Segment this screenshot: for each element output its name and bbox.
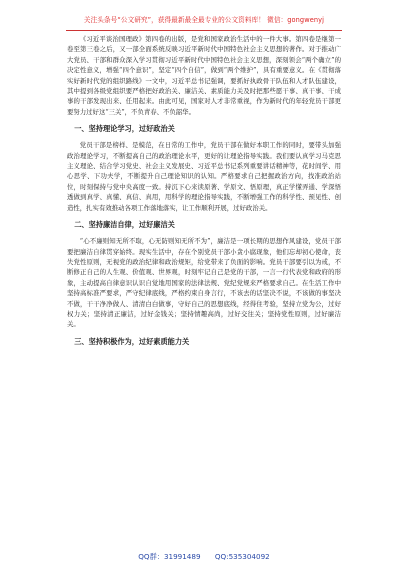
- header-rule: [66, 30, 342, 31]
- section-heading-3: 三、坚持积极作为，过好素质能力关: [74, 336, 190, 346]
- section-heading-2: 二、坚持廉洁自律，过好廉洁关: [74, 220, 175, 230]
- section-heading-1: 一、坚持理论学习，过好政治关: [74, 124, 175, 134]
- header-banner: 关注头条号“公文研究”，获得最新最全最专业的公文资料库！ 微信：gongwenyj: [83, 16, 325, 24]
- intro-paragraph: 《习近平谈治国理政》第四卷的出版，是党和国家政治生活中的一件大事。第四卷是继第一卷至第三卷之后，又一部全面系统反映习近平新时代中国特色社会主义思想的著作。对于推动广大党员、干部和群众深入学习贯彻习近平新时代中国特色社会主义思想，深刻领会“两个确立”的决定性意义，增强“四个意识”，坚定“四个自信”，做到“两个维护”，具有重要意义。在《贯彻落实好新时代党的组织路线》一文中，习近平总书记强调，要抓好执政骨干队伍和人才队伍建设，其中提到各级党组织要严格把好政治关、廉洁关、素质能力关及时把那些愿干事、真干事、干成事的干部发现出来、任用起来。由此可见，国家对人才非常重视，作为新时代的年轻党员干部更要努力过好这“三关”，不负青春、不负韶华。: [67, 35, 341, 116]
- section-2-paragraph: “心不廉则知无所不取，心无防则知无所不为”，廉洁是一项长期的思想作风建设，党员干部要把廉洁自律贯穿始终。现实生活中，存在个别党员干部小贪小腐现象，他们忘却初心使命，丧失党性原则，无视党的政治纪律和政治规矩，给党带来了负面的影响。党员干部要引以为戒，不断修正自己的人生观、价值观、世界观，时刻牢记自己是党的干部，一言一行代表党和政府的形象，主动提高自律意识认识自觉地用国家的法律法规、党纪党规来严格要求自己。在生活工作中坚持高标准严要求，严守纪律底线，严格约束自身言行，不该去的话坚决不说，不该做的事坚决不做，干干净净做人、清清白白做事，守好自己的思想底线，经得住考验，坚持立党为公，过好权力关；坚持清正廉洁，过好金钱关；坚持情趣高尚，过好交往关；坚持党性原则，过好廉洁关。: [67, 237, 341, 329]
- document-body: [67, 34, 341, 353]
- footer-qq: QQ:535304092: [214, 552, 270, 561]
- footer-qq-group: QQ群：31991489: [138, 552, 201, 561]
- section-1-paragraph: 党员干部是榜样、是模范，在日常的工作中，党员干部在做好本职工作的同时，要带头加强政治理论学习，不断提高自己的政治理论水平，更好的让理论指导实践。我们要认真学习马克思主义理论、结合学习党史、社会主义发展史、习近平总书记系列重要讲话精神等，花时间学、用心思学、下功夫学，不断提升自己理论知识的认知。严格要求自己把握政治方向，找准政治站位，时刻保持与党中央高度一致。持沉下心来读原著、学原文、悟原理，真正学懂弄通、学深悟透做到真学、真懂、真信、真用，用科学的理论指导实践，不断增强工作的科学性、预见性、创造性，扎实有效推动各项工作落地落实，让工作顺利开展，过好政治关。: [67, 141, 341, 212]
- page-footer: [0, 552, 408, 562]
